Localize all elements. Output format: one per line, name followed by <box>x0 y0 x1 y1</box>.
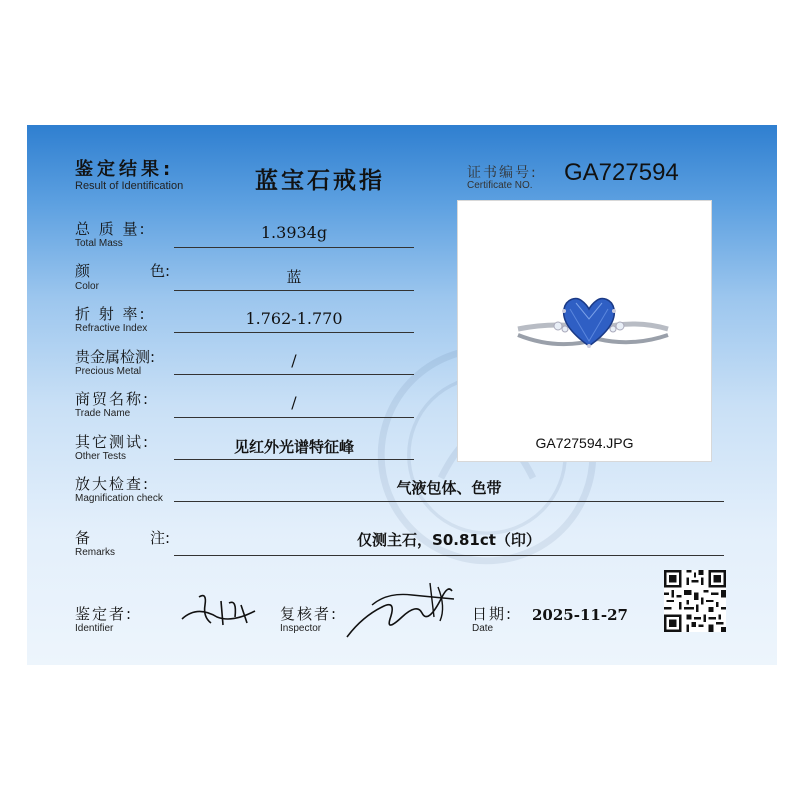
field-value: 1.3934g <box>260 223 328 242</box>
field-underline <box>174 501 724 502</box>
ring-photo <box>457 200 712 462</box>
field-label-en: Trade Name <box>75 408 131 419</box>
field-label-en: Remarks <box>75 547 116 558</box>
field-label-cn: 商贸名称: <box>75 390 151 408</box>
field-value: 蓝 <box>286 268 302 286</box>
field-label-en: Total Mass <box>75 238 123 249</box>
result-value: 蓝宝石戒指 <box>255 168 385 194</box>
field-value: 仅测主石，S0.81ct（印） <box>357 531 541 549</box>
field-label-en: Color <box>75 281 99 292</box>
inspector-signature <box>342 577 462 647</box>
field-label-en: Magnification check <box>75 493 163 504</box>
field-underline <box>174 290 414 291</box>
cert-label-cn: 证书编号: <box>467 165 538 181</box>
identifier-label-cn: 鉴定者: <box>75 605 134 623</box>
field-label-en: Refractive Index <box>75 323 148 334</box>
cert-number: GA727594 <box>564 159 679 186</box>
field-underline <box>174 555 724 556</box>
field-underline <box>174 417 414 418</box>
field-value: 1.762-1.770 <box>245 309 343 328</box>
identifier-label-en: Identifier <box>75 623 114 634</box>
field-value: 气液包体、色带 <box>396 479 502 497</box>
field-label-en: Other Tests <box>75 451 126 462</box>
field-label-cn: 折 射 率: <box>75 305 147 323</box>
identifier-signature <box>177 587 262 632</box>
field-label-cn: 其它测试: <box>75 433 151 451</box>
field-label-cn: 总 质 量: <box>75 220 147 238</box>
certificate-card <box>27 125 777 665</box>
ring-image <box>458 201 711 431</box>
result-label-cn: 鉴定结果: <box>75 159 175 180</box>
field-underline <box>174 374 414 375</box>
field-underline <box>174 247 414 248</box>
field-value: / <box>291 351 297 370</box>
inspector-label-en: Inspector <box>280 623 322 634</box>
date-value: 2025-11-27 <box>532 606 628 624</box>
inspector-label-cn: 复核者: <box>280 605 339 623</box>
cert-label-en: Certificate NO. <box>467 180 533 191</box>
field-value: 见红外光谱特征峰 <box>233 438 354 456</box>
result-label-en: Result of Identification <box>75 180 184 192</box>
field-label-cn: 贵金属检测: <box>75 348 156 366</box>
field-label-en: Precious Metal <box>75 366 142 377</box>
field-underline <box>174 332 414 333</box>
date-label-en: Date <box>472 623 494 634</box>
field-value: / <box>291 393 297 412</box>
field-label-cn: 放大检查: <box>75 475 151 493</box>
field-label-cn: 备 注: <box>75 529 171 547</box>
photo-caption: GA727594.JPG <box>535 435 634 451</box>
field-label-cn: 颜 色: <box>75 262 171 280</box>
field-underline <box>174 459 414 460</box>
qr-code-icon <box>664 570 726 632</box>
date-label-cn: 日期: <box>472 605 514 623</box>
